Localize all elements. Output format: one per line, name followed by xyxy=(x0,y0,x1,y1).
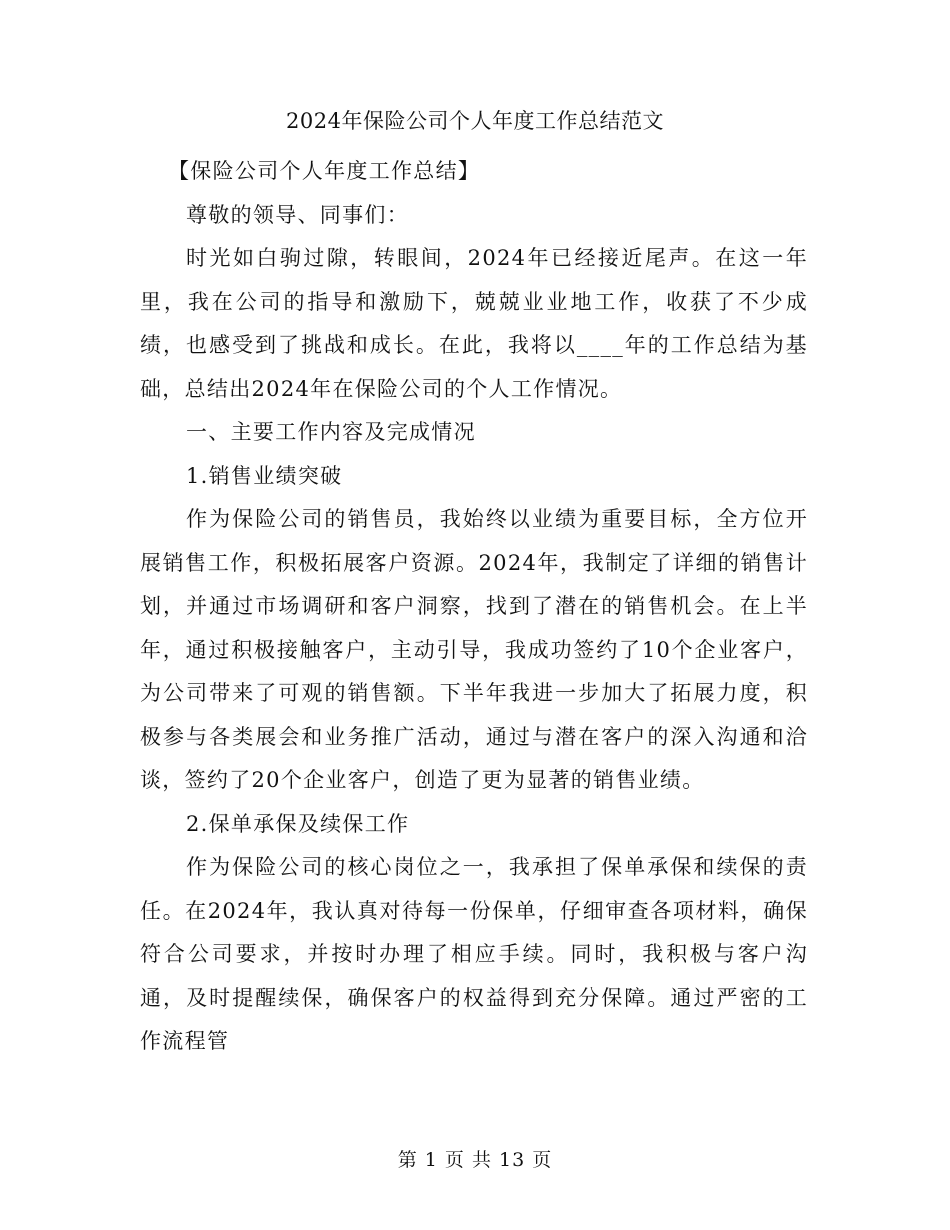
document-body xyxy=(140,150,808,1064)
page-footer: 第 1 页 共 13 页 xyxy=(397,1149,553,1171)
subheading-sales: 1.销售业绩突破 xyxy=(186,463,343,488)
sales-paragraph: 作为保险公司的销售员，我始终以业绩为重要目标，全方位开展销售工作，积极拓展客户资源。2024年，我制定了详细的销售计划，并通过市场调研和客户洞察，找到了潜在的销售机会。在上半年，通过积极接触客户，主动引导，我成功签约了10个企业客户，为公司带来了可观的销售额。下半年我进一步加大了拓展力度，积极参与各类展会和业务推广活动，通过与潜在客户的深入沟通和洽谈，签约了20个企业客户，创造了更为显著的销售业绩。 xyxy=(140,507,808,792)
salutation: 尊敬的领导、同事们： xyxy=(186,202,409,227)
underwriting-paragraph: 作为保险公司的核心岗位之一，我承担了保单承保和续保的责任。在2024年，我认真对待每一份保单，仔细审查各项材料，确保符合公司要求，并按时办理了相应手续。同时，我积极与客户沟通，及时提醒续保，确保客户的权益得到充分保障。通过严密的工作流程管 xyxy=(140,855,808,1053)
section-heading-1: 一、主要工作内容及完成情况 xyxy=(186,420,476,444)
intro-paragraph: 时光如白驹过隙，转眼间，2024年已经接近尾声。在这一年里，我在公司的指导和激励下，兢兢业业地工作，收获了不少成绩，也感受到了挑战和成长。在此，我将以____年的工作总结为基础，总结出2024年在保险公司的个人工作情况。 xyxy=(140,246,808,401)
section-heading-bracketed: 【保险公司个人年度工作总结】 xyxy=(168,159,481,183)
document-title: 2024年保险公司个人年度工作总结范文 xyxy=(286,109,664,133)
subheading-underwriting: 2.保单承保及续保工作 xyxy=(186,811,410,836)
